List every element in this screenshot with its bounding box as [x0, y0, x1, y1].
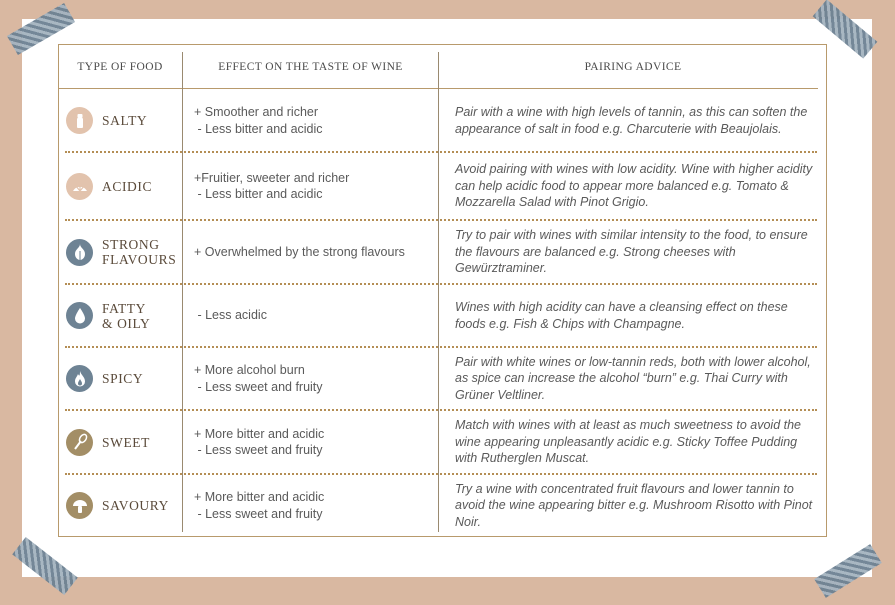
pairing-advice-text: Try to pair with wines with similar intensity to the food, to ensure the flavours are balanced e.g. Strong cheeses with Gewürztraminer. [455, 228, 808, 276]
effect-cell [194, 284, 434, 347]
pairing-advice-cell [455, 474, 815, 537]
pairing-advice-cell [455, 220, 815, 284]
garlic-icon [66, 239, 93, 266]
food-type-cell [63, 410, 181, 474]
effect-cell [194, 347, 434, 410]
food-type-cell [63, 89, 181, 152]
food-type-label: SWEET [102, 434, 150, 450]
effect-line: - Less bitter and acidic [194, 121, 323, 136]
pairing-advice-text: Pair with a wine with high levels of tannin, as this can soften the appearance of salt in food e.g. Charcuterie with Beaujolais. [455, 105, 808, 136]
food-type-label: SAVOURY [102, 498, 169, 513]
food-type-label: ACIDIC [102, 178, 153, 194]
effect-cell [194, 220, 434, 284]
pairing-advice-cell [455, 284, 815, 347]
whisk-icon [66, 429, 93, 456]
food-type-cell [63, 474, 181, 537]
effect-line: + More bitter and acidic [194, 426, 325, 441]
pairing-advice-cell [455, 347, 815, 410]
effect-line: + More alcohol burn [194, 363, 305, 377]
pairing-advice-text: Wines with high acidity can have a cleansing effect on these foods e.g. Fish & Chips with Champagne. [455, 300, 788, 331]
mushroom-icon [66, 492, 93, 519]
food-type-label: SALTY [102, 113, 148, 128]
pairing-advice-text: Try a wine with concentrated fruit flavours and lower tannin to avoid the wine appearing bitter e.g. Mushroom Risotto with Pinot Noir. [455, 481, 813, 529]
effect-line: +Fruitier, sweeter and richer [194, 170, 350, 185]
lemon-icon [66, 173, 93, 200]
salt-shaker-icon [66, 107, 93, 134]
effect-line: + More bitter and acidic [194, 490, 325, 504]
food-type-cell [63, 220, 181, 284]
header-type-of-food: TYPE OF FOOD [77, 60, 163, 73]
food-type-label: FATTY & OILY [102, 300, 151, 331]
column-divider-2 [438, 52, 439, 532]
effect-line: + Smoother and richer [194, 105, 319, 119]
pairing-advice-text: Avoid pairing with wines with low acidity. Wine with higher acidity can help acidic food to appear more balanced e.g. Tomato & Mozzarella Salad with Pinot Grigio. [455, 162, 813, 210]
effect-line: - Less sweet and fruity [194, 506, 323, 521]
effect-line: - Less sweet and fruity [194, 379, 323, 394]
food-type-label: STRONG FLAVOURS [102, 237, 177, 267]
food-type-cell [63, 284, 181, 347]
effect-line: - Less acidic [194, 308, 267, 323]
pairing-advice-cell [455, 410, 815, 474]
effect-cell [194, 474, 434, 537]
pairing-advice-text: Match with wines with at least as much sweetness to avoid the wine appearing unpleasantly acidic e.g. Sticky Toffee Pudding with Rutherglen Muscat. [455, 418, 801, 466]
effect-line: - Less bitter and acidic [194, 187, 323, 201]
effect-cell [194, 410, 434, 474]
flame-icon [66, 365, 93, 392]
food-type-label: SPICY [102, 371, 144, 386]
food-type-cell [63, 347, 181, 410]
effect-cell [194, 152, 434, 220]
oil-drop-icon [66, 302, 93, 329]
effect-cell [194, 89, 434, 152]
effect-line: + Overwhelmed by the strong flavours [194, 244, 405, 259]
pairing-advice-text: Pair with white wines or low-tannin reds, both with lower alcohol, as spice can increase the alcohol “burn” e.g. Thai Curry with Grüner Veltliner. [455, 354, 811, 402]
header-pairing-advice: PAIRING ADVICE [584, 60, 682, 73]
header-effect: EFFECT ON THE TASTE OF WINE [218, 60, 403, 73]
column-divider-1 [182, 52, 183, 532]
pairing-advice-cell [455, 152, 815, 220]
effect-line: - Less sweet and fruity [194, 443, 323, 457]
food-type-cell [63, 152, 181, 220]
pairing-advice-cell [455, 89, 815, 152]
